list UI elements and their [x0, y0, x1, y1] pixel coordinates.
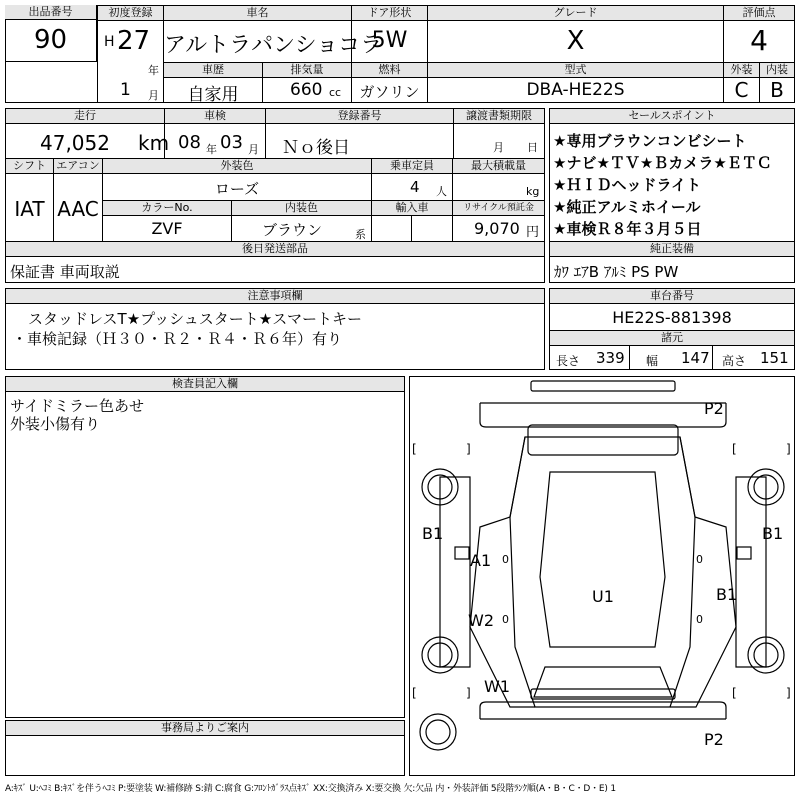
- capacity-label: 乗車定員: [372, 159, 452, 173]
- sales-point-item: ★ナビ★ＴＶ★Ｂカメラ★ＥＴＣ: [553, 154, 772, 172]
- history: 自家用: [187, 85, 239, 105]
- damage-zero-mark: 0: [696, 553, 703, 566]
- svg-text:]: ]: [466, 686, 471, 700]
- svg-text:[: [: [412, 686, 417, 700]
- inspector-note: サイドミラー色あせ: [10, 397, 144, 415]
- damage-zero-mark: 0: [696, 613, 703, 626]
- displacement-label: 排気量: [263, 63, 351, 77]
- mileage: 47,052: [40, 131, 110, 155]
- svg-text:]: ]: [786, 686, 791, 700]
- color-number-label: カラーNo.: [103, 201, 231, 215]
- capacity-unit: 人: [436, 185, 447, 198]
- notes-line: ・車検記録（Ｈ３０・Ｒ２・Ｒ４・Ｒ６年）有り: [12, 330, 343, 348]
- damage-mark-w2: W2: [468, 611, 494, 630]
- damage-mark-p2-rear: P2: [704, 399, 724, 418]
- exterior-grade: C: [734, 78, 749, 102]
- score: 4: [750, 24, 768, 57]
- svg-text:]: ]: [466, 442, 471, 456]
- registration-month: 1: [120, 80, 131, 100]
- damage-mark-u1: U1: [592, 587, 614, 606]
- sales-point-item: ★ＨＩＤヘッドライト: [553, 176, 701, 194]
- inspector-notes-label: 検査員記入欄: [6, 377, 404, 392]
- fuel: ガソリン: [359, 83, 420, 101]
- transfer-day: 日: [527, 141, 538, 154]
- later-parts: 保証書 車両取説: [10, 263, 120, 281]
- recycle-deposit-label: リサイクル預託金: [453, 201, 544, 215]
- score-label: 評価点: [724, 6, 794, 20]
- lot-number-cell: [5, 5, 97, 62]
- mileage-label: 走行: [6, 109, 164, 123]
- fuel-label: 燃料: [352, 63, 427, 77]
- standard-equipment: ｶﾜ ｴｱB ｱﾙﾐ PS PW: [554, 263, 679, 281]
- lot-number-label: 出品番号: [5, 5, 96, 20]
- notes-line: スタッドレスT★プッシュスタート★スマートキー: [28, 310, 362, 328]
- transfer-deadline-label: 譲渡書類期限: [454, 109, 544, 123]
- car-outline-drawing: [410, 377, 796, 777]
- dimensions-label: 諸元: [550, 331, 794, 346]
- import-label: 輸入車: [372, 201, 452, 215]
- registration-number: Ｎｏ後日: [282, 138, 350, 158]
- inspection-year-unit: 年: [206, 143, 217, 156]
- car-damage-diagram: [409, 376, 795, 776]
- notes-label: 注意事項欄: [6, 289, 544, 304]
- damage-zero-mark: 0: [502, 613, 509, 626]
- interior-color-unit: 系: [355, 228, 366, 241]
- registration-year: 27: [117, 26, 151, 56]
- svg-text:]: ]: [786, 442, 791, 456]
- month-unit: 月: [148, 89, 159, 102]
- shift-label: シフト: [6, 159, 53, 174]
- model-code: DBA-HE22S: [526, 80, 625, 100]
- sales-point-item: ★車検Ｒ８年３月５日: [553, 220, 702, 238]
- grade: X: [566, 26, 585, 56]
- era-letter: H: [104, 34, 115, 50]
- car-name-label: 車名: [164, 6, 351, 20]
- interior-grade-label: 内装: [760, 63, 794, 77]
- damage-mark-a1: A1: [470, 551, 492, 570]
- chassis-number: HE22S-881398: [612, 308, 732, 327]
- interior-color-label: 内装色: [232, 201, 371, 215]
- damage-legend: A:ｷｽﾞ U:ﾍｺﾐ B:ｷｽﾞを伴うﾍｺﾐ P:要塗装 W:補修跡 S:錆 C:腐食 G:ﾌﾛﾝﾄｶﾞﾗｽ点ｷｽﾞ XX:交換済み X:要交換 欠:欠品 内・外装評価 5段階ﾗﾝｸ順(A・B・C・D・E) 1: [5, 784, 616, 794]
- damage-mark-p2-front: P2: [704, 730, 724, 749]
- door-type-label: ドア形状: [352, 6, 427, 20]
- inspection-label: 車検: [165, 109, 265, 123]
- grade-label: グレード: [428, 6, 723, 20]
- damage-mark-b1-right: B1: [762, 524, 784, 543]
- max-load-unit: kg: [526, 185, 540, 198]
- office-notice-label: 事務局よりご案内: [6, 721, 404, 736]
- damage-mark-b1-center: B1: [716, 585, 738, 604]
- shift: IAT: [14, 197, 45, 221]
- sales-point-item: ★専用ブラウンコンビシート: [553, 132, 747, 150]
- inspection-month-unit: 月: [248, 143, 259, 156]
- svg-text:[: [: [732, 442, 737, 456]
- sales-points-label: セールスポイント: [550, 109, 794, 124]
- damage-zero-mark: 0: [502, 553, 509, 566]
- inspection-year: 08: [178, 132, 201, 153]
- width: 147: [681, 349, 710, 367]
- height-label: 高さ: [722, 354, 747, 368]
- sales-point-item: ★純正アルミホイール: [553, 198, 701, 216]
- svg-text:[: [: [412, 442, 417, 456]
- length: 339: [596, 349, 625, 367]
- color-number: ZVF: [151, 219, 183, 238]
- chassis-number-label: 車台番号: [550, 289, 794, 304]
- year-unit: 年: [148, 64, 159, 77]
- aircon-label: エアコン: [54, 159, 102, 174]
- interior-grade: B: [770, 78, 784, 102]
- later-parts-label: 後日発送部品: [6, 242, 544, 256]
- length-label: 長さ: [556, 354, 581, 368]
- damage-mark-b1-left: B1: [422, 524, 444, 543]
- standard-equipment-label: 純正装備: [550, 242, 794, 257]
- displacement: 660: [290, 80, 323, 100]
- exterior-color-label: 外装色: [103, 159, 371, 173]
- transfer-month: 月: [493, 141, 504, 154]
- damage-mark-w1: W1: [484, 677, 510, 696]
- history-label: 車歴: [164, 63, 262, 77]
- lot-number: 90: [33, 25, 68, 55]
- model-label: 型式: [428, 63, 723, 77]
- height: 151: [760, 349, 789, 367]
- interior-color: ブラウン: [262, 221, 323, 239]
- exterior-color: ローズ: [214, 180, 260, 198]
- recycle-deposit: 9,070: [474, 219, 520, 238]
- recycle-deposit-unit: 円: [526, 225, 540, 240]
- capacity: 4: [410, 178, 420, 196]
- inspection-month: 03: [220, 132, 243, 153]
- svg-text:[: [: [732, 686, 737, 700]
- car-name: アルトラパンショコラ: [164, 33, 383, 58]
- max-load-label: 最大積載量: [453, 159, 544, 173]
- inspector-note: 外装小傷有り: [10, 415, 101, 433]
- width-label: 幅: [646, 354, 659, 368]
- registration-number-label: 登録番号: [266, 109, 453, 123]
- mileage-unit: km: [138, 131, 170, 155]
- first-registration-label: 初度登録: [98, 6, 163, 21]
- aircon: AAC: [57, 197, 99, 221]
- door-type: 5W: [371, 28, 408, 53]
- displacement-unit: cc: [329, 86, 342, 99]
- exterior-grade-label: 外装: [724, 63, 759, 77]
